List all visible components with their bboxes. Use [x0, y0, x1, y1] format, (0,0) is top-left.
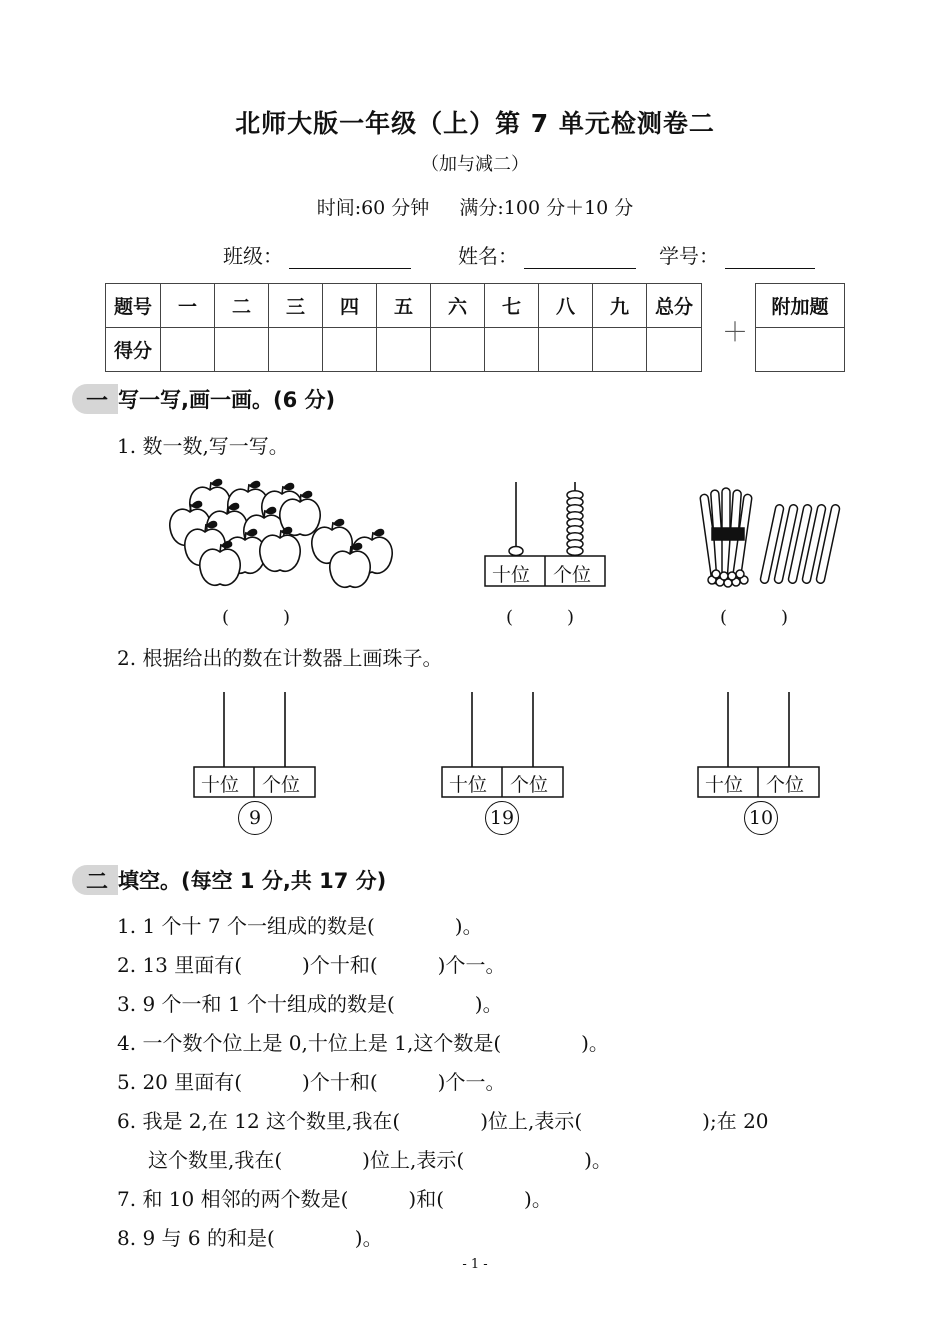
score-col: 二	[215, 284, 269, 328]
score-cell[interactable]	[377, 328, 431, 372]
page-subtitle: （加与减二）	[421, 154, 529, 175]
ones-label: 个位	[553, 564, 592, 586]
score-col: 一	[161, 284, 215, 328]
bonus-table	[755, 283, 845, 372]
name-label: 姓名：	[458, 244, 518, 268]
page-number: - 1 -	[462, 1257, 488, 1272]
page-title: 北师大版一年级（上）第 7 单元检测卷二	[235, 109, 715, 138]
plus-sign: ＋	[722, 318, 749, 348]
section-title: 写一写,画一画。(6 分)	[118, 388, 336, 412]
class-blank[interactable]	[289, 246, 411, 269]
tens-label: 十位	[492, 564, 531, 586]
fill-question: 3. 9 个一和 1 个十组成的数是( )。	[117, 992, 503, 1016]
id-blank[interactable]	[725, 246, 815, 269]
score-col-total: 总分	[647, 284, 702, 328]
exam-full-score: 满分:100 分＋10 分	[459, 197, 634, 219]
score-cell[interactable]	[215, 328, 269, 372]
name-field[interactable]	[458, 240, 636, 269]
fill-question: 2. 13 里面有( )个十和( )个一。	[117, 953, 506, 977]
fill-question: 1. 1 个十 7 个一组成的数是( )。	[117, 914, 483, 938]
ones-label: 个位	[262, 774, 301, 796]
score-col: 四	[323, 284, 377, 328]
fill-question-continued: 这个数里,我在( )位上,表示( )。	[148, 1148, 612, 1172]
class-label: 班级：	[223, 244, 283, 268]
bonus-score-cell[interactable]	[756, 328, 845, 372]
class-field[interactable]	[223, 240, 411, 269]
answer-blank[interactable]: ( )	[506, 607, 575, 628]
fill-question: 7. 和 10 相邻的两个数是( )和( )。	[117, 1187, 552, 1211]
fill-question: 6. 我是 2,在 12 这个数里,我在( )位上,表示( );在 20	[117, 1109, 769, 1133]
score-cell-total[interactable]	[647, 328, 702, 372]
score-cell[interactable]	[593, 328, 647, 372]
section-title: 填空。(每空 1 分,共 17 分)	[118, 869, 387, 893]
score-col: 八	[539, 284, 593, 328]
score-cell[interactable]	[539, 328, 593, 372]
tens-label: 十位	[705, 774, 744, 796]
question-1-1: 1. 数一数,写一写。	[117, 434, 289, 458]
ones-label: 个位	[510, 774, 549, 796]
score-cell[interactable]	[323, 328, 377, 372]
fill-question: 5. 20 里面有( )个十和( )个一。	[117, 1070, 506, 1094]
apples-illustration	[160, 478, 400, 593]
score-row-label: 得分	[106, 328, 161, 372]
score-col: 七	[485, 284, 539, 328]
score-table-score-row	[106, 328, 702, 372]
tens-label: 十位	[449, 774, 488, 796]
fill-question: 4. 一个数个位上是 0,十位上是 1,这个数是( )。	[117, 1031, 609, 1055]
name-blank[interactable]	[524, 246, 636, 269]
id-label: 学号：	[659, 244, 719, 268]
target-number: 19	[485, 801, 519, 835]
question-1-2: 2. 根据给出的数在计数器上画珠子。	[117, 646, 443, 670]
section-number: 一	[86, 389, 109, 414]
score-cell[interactable]	[269, 328, 323, 372]
exam-meta	[0, 193, 950, 220]
score-cell[interactable]	[431, 328, 485, 372]
student-id-field[interactable]	[659, 240, 815, 269]
target-number: 9	[238, 801, 272, 835]
section-number: 二	[86, 870, 109, 895]
answer-blank[interactable]: ( )	[222, 607, 291, 628]
target-number: 10	[744, 801, 778, 835]
sticks-illustration	[698, 484, 850, 588]
exam-time: 时间:60 分钟	[316, 197, 430, 219]
answer-blank[interactable]: ( )	[720, 607, 789, 628]
section-2-header	[72, 865, 492, 895]
score-table-header-row	[106, 284, 702, 328]
score-col: 六	[431, 284, 485, 328]
score-cell[interactable]	[161, 328, 215, 372]
fill-question: 8. 9 与 6 的和是( )。	[117, 1226, 383, 1250]
score-cell[interactable]	[485, 328, 539, 372]
score-table	[105, 283, 702, 372]
bonus-header: 附加题	[756, 284, 845, 328]
ones-label: 个位	[766, 774, 805, 796]
score-col: 三	[269, 284, 323, 328]
score-col: 五	[377, 284, 431, 328]
tens-label: 十位	[201, 774, 240, 796]
score-row-label: 题号	[106, 284, 161, 328]
section-1-header	[72, 384, 472, 414]
score-col: 九	[593, 284, 647, 328]
